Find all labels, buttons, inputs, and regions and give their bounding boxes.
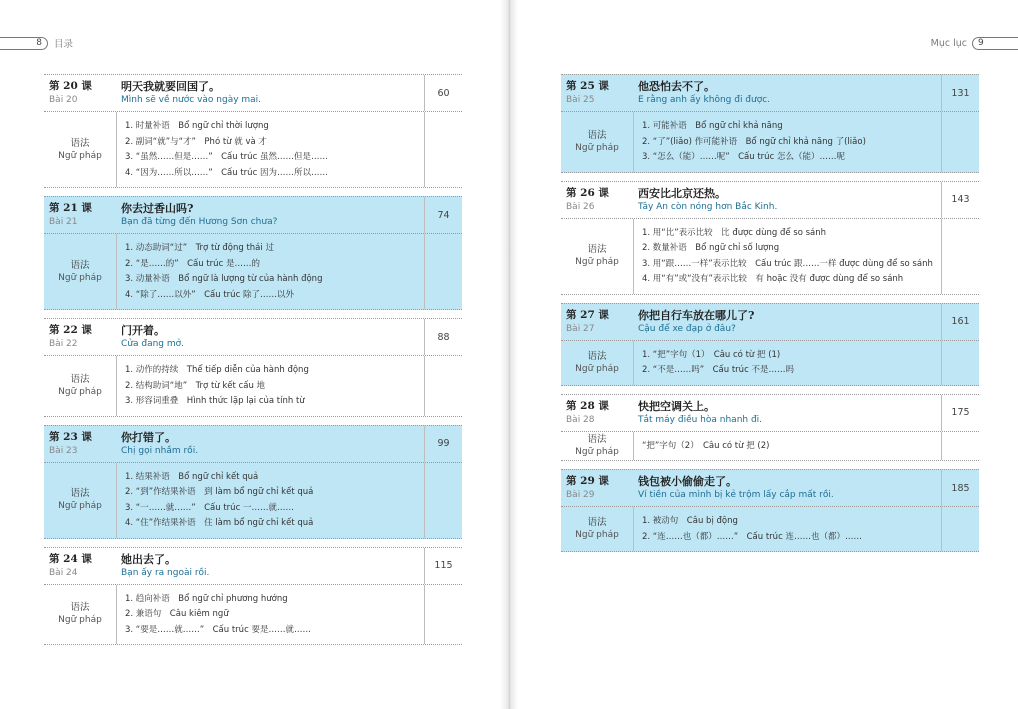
lesson-title-cn: 他恐怕去不了。 [638, 80, 715, 93]
lesson-page-number: 185 [941, 470, 979, 506]
right-running-header [931, 36, 1018, 50]
grammar-point: 1. 用“比”表示比较 比 được dùng để so sánh [642, 227, 827, 238]
right-header-title: Mục lục [930, 37, 967, 49]
grammar-point: 2. “了”(liǎo) 作可能补语 Bổ ngữ chỉ khả năng 了(liǎo) [642, 136, 866, 147]
lesson-title [633, 304, 941, 340]
lesson-page-number: 99 [424, 426, 462, 462]
grammar-points-list [116, 112, 424, 187]
lesson-number [44, 548, 116, 584]
entry-spacer [44, 539, 462, 547]
grammar-points-list [116, 234, 424, 309]
entry-spacer [561, 173, 979, 181]
grammar-page-cell [424, 112, 462, 187]
lesson-number-cn: 第 26 课 [566, 186, 609, 199]
entry-spacer [561, 461, 979, 469]
lesson-heading-row [561, 394, 979, 432]
grammar-page-cell [941, 507, 979, 551]
lesson-page-number: 143 [941, 182, 979, 218]
lesson-number-vi: Bài 21 [49, 217, 78, 227]
lesson-heading-row [561, 181, 979, 219]
grammar-points-list [633, 219, 941, 294]
grammar-label-cn: 语法 [587, 129, 607, 141]
lesson-number [44, 197, 116, 233]
lesson-number-vi: Bài 24 [49, 567, 78, 578]
grammar-point: 1. 趋向补语 Bổ ngữ chỉ phương hướng [125, 593, 288, 604]
entry-spacer [44, 310, 462, 318]
lesson-title-cn: 她出去了。 [121, 552, 176, 566]
grammar-point: 2. “到”作结果补语 到 làm bổ ngữ chỉ kết quả [125, 487, 314, 497]
lesson-number-vi: Bài 28 [566, 414, 595, 425]
grammar-label-vi: Ngữ pháp [58, 501, 102, 511]
toc-entry [561, 303, 979, 386]
right-toc-column [561, 74, 979, 552]
lesson-title-vi: Tây An còn nóng hơn Bắc Kinh. [638, 201, 778, 212]
left-toc-column [44, 74, 462, 645]
grammar-point: 3. “要是……就……” Cấu trúc 要是……就…… [125, 624, 311, 635]
lesson-number-cn: 第 27 课 [566, 308, 609, 321]
grammar-row [561, 507, 979, 552]
grammar-point: 1. 时量补语 Bổ ngữ chỉ thời lượng [125, 121, 269, 131]
lesson-title-cn: 你去过香山吗? [121, 202, 194, 215]
grammar-point: 2. “是……的” Cấu trúc 是……的 [125, 258, 260, 269]
grammar-page-cell [424, 585, 462, 645]
grammar-label [44, 463, 116, 538]
grammar-label [561, 432, 633, 461]
lesson-number [561, 182, 633, 218]
grammar-page-cell [941, 341, 979, 385]
lesson-title-vi: Bạn đã từng đến Hương Sơn chưa? [121, 217, 278, 227]
grammar-point: 3. 形容词重叠 Hình thức lặp lại của tính từ [125, 396, 305, 406]
grammar-point: 1. 被动句 Câu bị động [642, 516, 738, 526]
grammar-label [44, 112, 116, 187]
lesson-title-vi: Mình sẽ về nước vào ngày mai. [121, 95, 262, 105]
lesson-title-cn: 你打错了。 [121, 430, 176, 444]
grammar-row [44, 463, 462, 539]
grammar-label [44, 585, 116, 645]
grammar-label [44, 356, 116, 416]
lesson-number-cn: 第 23 课 [49, 430, 92, 443]
grammar-points-list [633, 341, 941, 385]
toc-entry [561, 469, 979, 552]
entry-spacer [44, 417, 462, 425]
lesson-page-number: 88 [424, 319, 462, 355]
lesson-page-number: 115 [424, 548, 462, 584]
lesson-page-number: 74 [424, 197, 462, 233]
grammar-point: “把”字句（2） Câu có từ 把 (2) [642, 440, 770, 451]
lesson-heading-row [44, 425, 462, 463]
lesson-title-vi: Tắt máy điều hòa nhanh đi. [638, 414, 763, 425]
entry-spacer [561, 295, 979, 303]
lesson-number [561, 304, 633, 340]
lesson-page-number: 131 [941, 75, 979, 111]
grammar-point: 1. 可能补语 Bổ ngữ chỉ khả năng [642, 121, 783, 131]
lesson-number [561, 75, 633, 111]
grammar-label-cn: 语法 [587, 350, 607, 362]
lesson-number-vi: Bài 29 [566, 490, 595, 500]
lesson-number-vi: Bài 20 [49, 95, 78, 105]
grammar-point: 4. “住”作结果补语 住 làm bổ ngữ chỉ kết quả [125, 518, 314, 528]
grammar-label-cn: 语法 [587, 244, 607, 255]
lesson-page-number: 175 [941, 395, 979, 431]
grammar-point: 3. “怎么（能）……呢” Cấu trúc 怎么（能）……呢 [642, 152, 845, 162]
lesson-heading-row [561, 74, 979, 112]
entry-spacer [561, 386, 979, 394]
lesson-number [44, 319, 116, 355]
grammar-page-cell [941, 112, 979, 172]
grammar-points-list [633, 112, 941, 172]
grammar-label-vi: Ngữ pháp [575, 363, 619, 374]
grammar-points-list [116, 463, 424, 538]
grammar-point: 3. “虽然……但是……” Cấu trúc 虽然……但是…… [125, 152, 328, 162]
lesson-title-cn: 你把自行车放在哪儿了? [638, 308, 755, 322]
grammar-page-cell [941, 219, 979, 294]
lesson-title [116, 75, 424, 111]
lesson-title-vi: Ví tiền của mình bị kẻ trộm lấy cắp mất rồi. [638, 490, 834, 500]
grammar-label-cn: 语法 [70, 488, 90, 499]
grammar-point: 2. 数量补语 Bổ ngữ chỉ số lượng [642, 243, 780, 253]
grammar-row [44, 112, 462, 188]
lesson-title-vi: Cậu để xe đạp ở đâu? [638, 323, 736, 334]
grammar-label [561, 112, 633, 172]
lesson-title-vi: Cửa đang mở. [121, 339, 185, 349]
grammar-label [561, 219, 633, 294]
lesson-number-cn: 第 29 课 [566, 475, 609, 487]
grammar-points-list [633, 507, 941, 551]
lesson-title-cn: 西安比北京还热。 [638, 186, 726, 200]
lesson-title [633, 75, 941, 111]
lesson-number [44, 426, 116, 462]
grammar-label-cn: 语法 [70, 373, 90, 385]
left-page-number: 8 [0, 37, 48, 50]
grammar-point: 3. 动量补语 Bổ ngữ là lượng từ của hành động [125, 274, 323, 284]
grammar-label-cn: 语法 [70, 602, 90, 614]
grammar-label-cn: 语法 [70, 259, 90, 271]
lesson-number-cn: 第 20 课 [49, 80, 92, 92]
lesson-page-number: 60 [424, 75, 462, 111]
toc-entry [44, 547, 462, 646]
grammar-row [561, 432, 979, 462]
grammar-row [44, 585, 462, 646]
grammar-row [44, 234, 462, 310]
grammar-point: 2. 结构助词“地” Trợ từ kết cấu 地 [125, 380, 266, 391]
lesson-title [633, 395, 941, 431]
grammar-page-cell [424, 356, 462, 416]
lesson-heading-row [44, 318, 462, 356]
grammar-label-cn: 语法 [587, 517, 607, 528]
lesson-title-vi: E rằng anh ấy không đi được. [638, 95, 771, 105]
grammar-point: 3. 用“跟……一样”表示比较 Cấu trúc 跟……一样 được dùng để so sánh [642, 258, 933, 269]
lesson-heading-row [561, 303, 979, 341]
right-page-number: 9 [972, 37, 1018, 50]
grammar-page-cell [941, 432, 979, 461]
grammar-label-vi: Ngữ pháp [58, 386, 102, 397]
lesson-title [116, 548, 424, 584]
lesson-number-cn: 第 25 课 [566, 80, 609, 92]
grammar-row [561, 219, 979, 295]
toc-entry [561, 74, 979, 173]
lesson-number-vi: Bài 27 [566, 323, 595, 334]
grammar-label-cn: 语法 [70, 137, 90, 149]
grammar-point: 1. 动作的持续 Thể tiếp diễn của hành động [125, 365, 309, 375]
lesson-title-cn: 门开着。 [121, 324, 165, 337]
lesson-heading-row [44, 196, 462, 234]
lesson-title [116, 319, 424, 355]
toc-entry [44, 425, 462, 539]
grammar-point: 4. “除了……以外” Cấu trúc 除了……以外 [125, 289, 294, 300]
toc-entry [44, 318, 462, 417]
left-header-title: 目录 [54, 39, 74, 50]
grammar-point: 4. “因为……所以……” Cấu trúc 因为……所以…… [125, 167, 328, 178]
grammar-points-list [633, 432, 941, 461]
lesson-page-number: 161 [941, 304, 979, 340]
toc-entry [561, 181, 979, 295]
lesson-number-vi: Bài 26 [566, 201, 595, 212]
lesson-heading-row [561, 469, 979, 507]
entry-spacer [44, 188, 462, 196]
lesson-number-vi: Bài 25 [566, 95, 595, 105]
grammar-point: 4. 用“有”或“没有”表示比较 有 hoặc 没有 được dùng để so sánh [642, 274, 904, 284]
lesson-title [116, 426, 424, 462]
grammar-label-vi: Ngữ pháp [575, 446, 619, 457]
toc-entry [561, 394, 979, 462]
toc-entry [44, 196, 462, 310]
lesson-title [633, 182, 941, 218]
lesson-heading-row [44, 547, 462, 585]
grammar-points-list [116, 356, 424, 416]
lesson-number [44, 75, 116, 111]
lesson-title-cn: 明天我就要回国了。 [121, 80, 220, 93]
grammar-point: 2. 副词“就”与“才” Phó từ 就 và 才 [125, 136, 267, 147]
grammar-label [561, 507, 633, 551]
grammar-label-vi: Ngữ pháp [575, 257, 619, 267]
grammar-row [561, 341, 979, 386]
grammar-label-vi: Ngữ pháp [58, 150, 102, 161]
grammar-point: 2. 兼语句 Câu kiêm ngữ [125, 609, 229, 619]
lesson-title [116, 197, 424, 233]
lesson-title-cn: 快把空调关上。 [638, 399, 715, 413]
lesson-number-cn: 第 24 课 [49, 552, 92, 565]
grammar-row [561, 112, 979, 173]
grammar-point: 2. “不是……吗” Cấu trúc 不是……吗 [642, 365, 794, 375]
lesson-number-vi: Bài 22 [49, 339, 78, 349]
grammar-point: 1. “把”字句（1） Câu có từ 把 (1) [642, 349, 781, 360]
grammar-label-vi: Ngữ pháp [575, 530, 619, 540]
lesson-number [561, 395, 633, 431]
grammar-point: 1. 动态助词“过” Trợ từ động thái 过 [125, 243, 274, 253]
toc-entry [44, 74, 462, 188]
lesson-title-vi: Chị gọi nhầm rồi. [121, 445, 199, 456]
lesson-title-cn: 钱包被小偷偷走了。 [638, 475, 737, 488]
grammar-label-vi: Ngữ pháp [58, 615, 102, 626]
grammar-point: 1. 结果补语 Bổ ngữ chỉ kết quả [125, 471, 259, 482]
grammar-label-cn: 语法 [587, 433, 607, 445]
grammar-label-vi: Ngữ pháp [58, 272, 102, 283]
lesson-number [561, 470, 633, 506]
book-spine [500, 0, 518, 709]
lesson-number-vi: Bài 23 [49, 445, 78, 456]
grammar-points-list [116, 585, 424, 645]
lesson-number-cn: 第 28 课 [566, 399, 609, 412]
lesson-heading-row [44, 74, 462, 112]
grammar-label [44, 234, 116, 309]
lesson-title [633, 470, 941, 506]
grammar-label [561, 341, 633, 385]
grammar-page-cell [424, 463, 462, 538]
grammar-row [44, 356, 462, 417]
grammar-label-vi: Ngữ pháp [575, 142, 619, 153]
lesson-number-cn: 第 22 课 [49, 324, 92, 336]
grammar-point: 3. “一……就……” Cấu trúc 一……就…… [125, 502, 294, 513]
left-running-header [0, 36, 73, 50]
grammar-point: 2. “连……也（都）……” Cấu trúc 连……也（都）…… [642, 531, 862, 542]
grammar-page-cell [424, 234, 462, 309]
lesson-title-vi: Bạn ấy ra ngoài rồi. [121, 567, 210, 578]
lesson-number-cn: 第 21 课 [49, 202, 92, 214]
